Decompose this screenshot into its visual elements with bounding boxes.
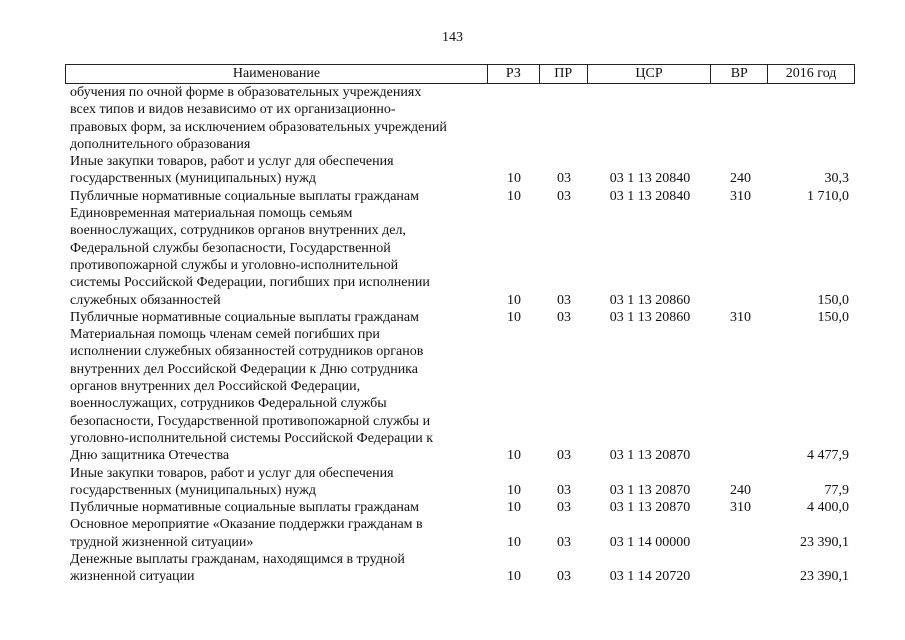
row-name	[65, 326, 488, 464]
column-header-csr: ЦСР	[588, 65, 712, 83]
row-vr: 240	[730, 171, 751, 187]
row-name-line: военнослужащих, сотрудников Федеральной службы	[70, 396, 387, 412]
row-name-line: обучения по очной форме в образовательных учреждениях	[70, 85, 422, 100]
row-rz: 10	[507, 448, 521, 464]
row-amount: 23 390,1	[800, 569, 849, 585]
row-name-line: Материальная помощь членам семей погибших при	[70, 327, 380, 343]
row-rz: 10	[507, 188, 521, 204]
table-row	[65, 205, 855, 309]
column-header-pr: ПР	[540, 65, 588, 83]
row-rz: 10	[507, 534, 521, 550]
row-amount: 77,9	[824, 482, 849, 498]
row-csr: 03 1 13 20870	[609, 448, 691, 464]
row-rz: 10	[507, 569, 521, 585]
row-name-line: государственных (муниципальных) нужд	[70, 171, 317, 187]
row-name	[65, 465, 488, 500]
table-row	[65, 516, 855, 551]
row-csr: 03 1 13 20870	[609, 500, 691, 516]
row-pr: 03	[557, 482, 571, 498]
row-name-line: служебных обязанностей	[70, 292, 221, 308]
row-name-line: уголовно-исполнительной системы Российской Федерации к	[70, 430, 434, 446]
row-rz: 10	[507, 500, 521, 516]
page-number: 143	[442, 30, 463, 45]
row-csr: 03 1 13 20840	[609, 171, 691, 187]
row-csr: 03 1 14 20720	[609, 569, 691, 585]
row-rz: 10	[507, 482, 521, 498]
row-vr: 310	[730, 309, 751, 325]
row-name-line: Публичные нормативные социальные выплаты гражданам	[70, 500, 419, 516]
row-name	[65, 309, 488, 326]
table-row	[65, 326, 855, 464]
row-name-line: органов внутренних дел Российской Федерации,	[70, 379, 361, 395]
row-csr: 03 1 13 20860	[609, 292, 691, 308]
row-name-line: всех типов и видов независимо от их организационно-	[70, 102, 396, 118]
table-row	[65, 188, 855, 205]
column-header-year: 2016 год	[785, 66, 837, 81]
row-name-line: трудной жизненной ситуации»	[70, 534, 254, 550]
table-row	[65, 309, 855, 326]
row-name-line: дополнительного образования	[70, 136, 251, 152]
row-name-line: Публичные нормативные социальные выплаты гражданам	[70, 188, 419, 204]
row-name-line: Денежные выплаты гражданам, находящимся в трудной	[70, 552, 405, 568]
table-body	[65, 84, 855, 586]
row-name-line: Иные закупки товаров, работ и услуг для обеспечения	[70, 465, 394, 481]
row-vr: 240	[730, 482, 751, 498]
row-rz: 10	[507, 292, 521, 308]
row-pr: 03	[557, 292, 571, 308]
row-name	[65, 84, 488, 153]
row-name-line: военнослужащих, сотрудников органов внутренних дел,	[70, 223, 406, 239]
row-pr: 03	[557, 309, 571, 325]
row-name-line: правовых форм, за исключением образовательных учреждений	[70, 119, 447, 135]
row-name-line: Публичные нормативные социальные выплаты гражданам	[70, 309, 419, 325]
row-name-line: исполнении служебных обязанностей сотрудников органов	[70, 344, 424, 360]
table-row	[65, 153, 855, 188]
column-header-rz: РЗ	[488, 65, 540, 83]
table-row	[65, 499, 855, 516]
row-name	[65, 153, 488, 188]
row-pr: 03	[557, 534, 571, 550]
row-amount: 23 390,1	[800, 534, 849, 550]
row-vr: 310	[730, 500, 751, 516]
row-name-line: Иные закупки товаров, работ и услуг для обеспечения	[70, 154, 394, 170]
row-name-line: внутренних дел Российской Федерации к Дню сотрудника	[70, 361, 418, 377]
column-header-vr: ВР	[711, 65, 768, 83]
row-name-line: Основное мероприятие «Оказание поддержки гражданам в	[70, 517, 423, 533]
row-amount: 30,3	[824, 171, 849, 187]
row-pr: 03	[557, 188, 571, 204]
row-pr: 03	[557, 500, 571, 516]
row-name-line: безопасности, Государственной противопожарной службы и	[70, 413, 431, 429]
row-name-line: государственных (муниципальных) нужд	[70, 482, 317, 498]
row-name	[65, 188, 488, 205]
row-amount: 1 710,0	[807, 188, 849, 204]
row-name	[65, 205, 488, 309]
row-pr: 03	[557, 569, 571, 585]
row-amount: 4 477,9	[807, 448, 849, 464]
row-rz: 10	[507, 171, 521, 187]
row-amount: 150,0	[817, 309, 849, 325]
row-name-line: Федеральной службы безопасности, Государственной	[70, 240, 391, 256]
row-name-line: противопожарной службы и уголовно-исполнительной	[70, 257, 399, 273]
row-pr: 03	[557, 448, 571, 464]
row-csr: 03 1 13 20870	[609, 482, 691, 498]
column-header-name: Наименование	[66, 65, 488, 83]
row-name-line: Дню защитника Отечества	[70, 448, 230, 464]
table-row	[65, 551, 855, 586]
table-row	[65, 84, 855, 153]
table-row	[65, 465, 855, 500]
row-rz: 10	[507, 309, 521, 325]
row-name-line: Единовременная материальная помощь семьям	[70, 206, 353, 222]
row-amount: 150,0	[817, 292, 849, 308]
row-name	[65, 551, 488, 586]
row-csr: 03 1 14 00000	[609, 534, 691, 550]
row-csr: 03 1 13 20840	[609, 188, 691, 204]
row-csr: 03 1 13 20860	[609, 309, 691, 325]
row-pr: 03	[557, 171, 571, 187]
row-name-line: системы Российской Федерации, погибших при исполнении	[70, 275, 430, 291]
row-amount: 4 400,0	[807, 500, 849, 516]
row-name	[65, 516, 488, 551]
row-vr: 310	[730, 188, 751, 204]
table-header	[65, 64, 855, 84]
row-name-line: жизненной ситуации	[70, 569, 195, 585]
row-name	[65, 499, 488, 516]
